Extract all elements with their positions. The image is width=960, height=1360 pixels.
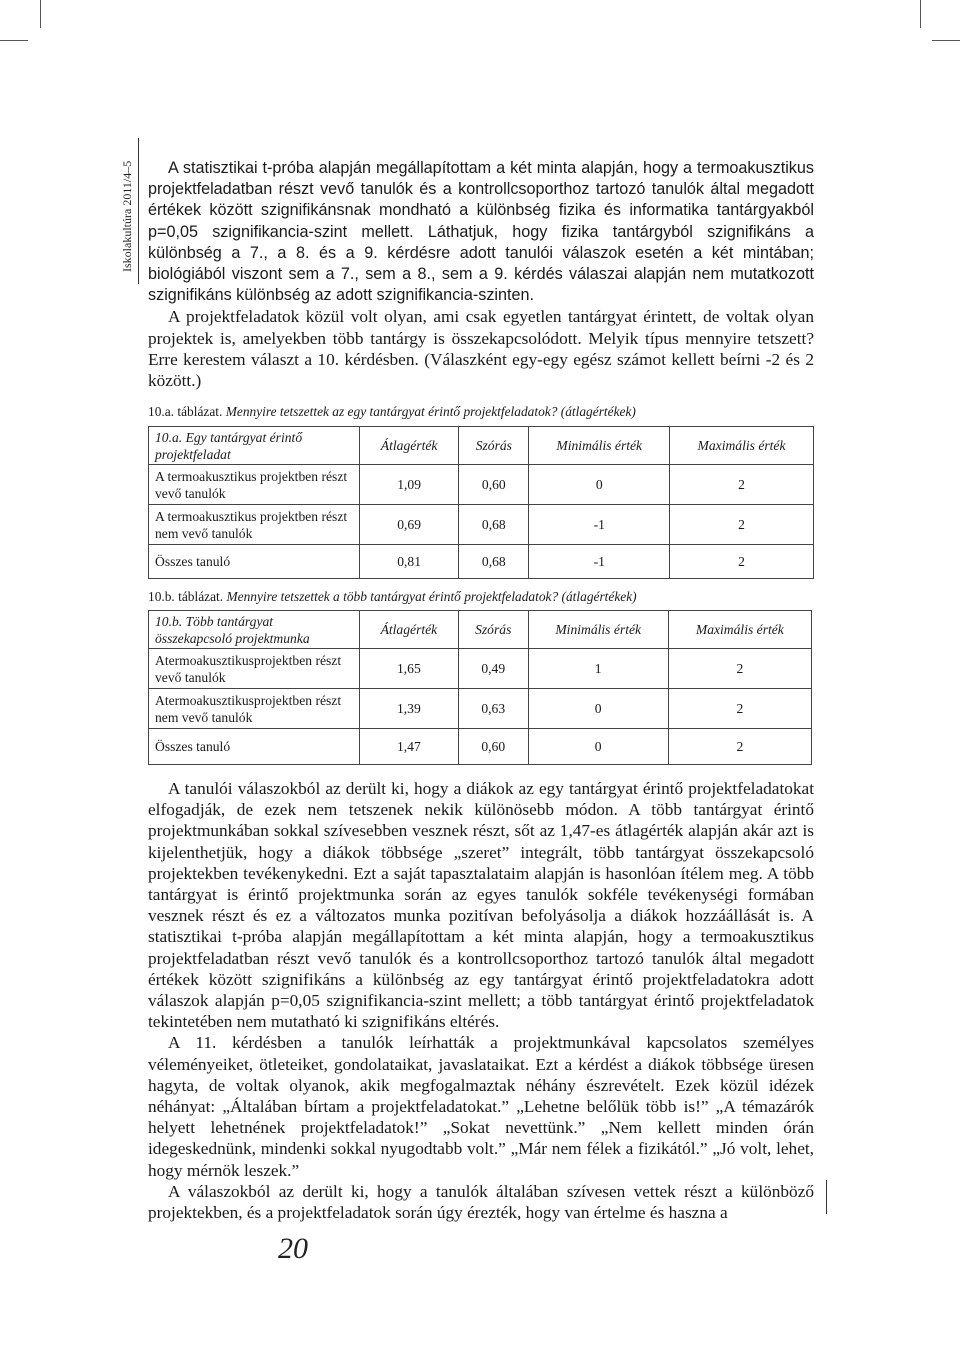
table-row bbox=[149, 545, 814, 579]
table-row bbox=[149, 465, 814, 505]
body-text-top bbox=[148, 158, 814, 391]
table-cell: 2 bbox=[668, 649, 811, 689]
table-cell: 0,60 bbox=[459, 465, 529, 505]
crop-mark-top-right bbox=[920, 0, 921, 28]
paragraph: A válaszokból az derült ki, hogy a tanulók általában szívesen vettek részt a különböző projektekben, és a projektfeladatok során úgy érezték, hogy van értelme és haszna a bbox=[148, 1181, 814, 1223]
table-cell: 0,69 bbox=[360, 505, 459, 545]
paragraph: A statisztikai t-próba alapján megállapítottam a két minta alapján, hogy a termoakusztikus projektfeladatban részt vevő tanulók és a kontrollcsoporthoz tartozó tanulók által megadott értékek között szignifikánsnak mondható a különbség fizika és informatika tantárgyakból p=0,05 szignifikancia-szint mellett. Láthatjuk, hogy fizika tantárgyból szignifikáns a különbség a 7., a 8. és a 9. kérdésre adott tanulói válaszok esetén a két mintában; biológiából viszont sem a 7., sem a 8., sem a 9. kérdés válaszai alapján nem mutatkozott szignifikáns különbség az adott szignifikancia-szinten. bbox=[148, 159, 814, 305]
table-header-cell: Átlagérték bbox=[360, 611, 459, 649]
table-cell: 2 bbox=[670, 545, 814, 579]
margin-rule bbox=[138, 138, 139, 284]
table-header-cell: Maximális érték bbox=[670, 427, 814, 465]
table-cell: 1,09 bbox=[360, 465, 459, 505]
table-cell: 2 bbox=[670, 465, 814, 505]
paragraph: A projektfeladatok közül volt olyan, ami csak egyetlen tantárgyat érintett, de voltak olyan projektek is, amelyekben több tantárgy is összekapcsolódott. Melyik típus mennyire tetszett? Erre kerestem választ a 10. kérdésben. (Válaszként egy-egy egész számot kellett beírni -2 és 2 között.) bbox=[148, 307, 814, 391]
table-cell: -1 bbox=[529, 545, 670, 579]
table-cell: 0,63 bbox=[458, 689, 528, 729]
table-header-cell: Átlagérték bbox=[360, 427, 459, 465]
table-cell: Összes tanuló bbox=[149, 545, 360, 579]
table-cell: 1 bbox=[528, 649, 668, 689]
table-cell: 0 bbox=[528, 689, 668, 729]
table-cell: Atermoakusztikusprojektben részt vevő tanulók bbox=[149, 649, 360, 689]
table-a bbox=[148, 426, 814, 579]
table-cell: 0,60 bbox=[458, 729, 528, 765]
table-header-cell: 10.a. Egy tantárgyat érintő projektfeladat bbox=[149, 427, 360, 465]
table-row bbox=[149, 649, 812, 689]
table-row bbox=[149, 729, 812, 765]
paragraph: A 11. kérdésben a tanulók leírhatták a projektmunkával kapcsolatos személyes véleményeiket, ötleteiket, gondolataikat, javaslataikat. Ezt a kérdést a diákok többsége üresen hagyta, de voltak olyanok, akik megfogalmaztak néhány észrevételt. Ezek közül idézek néhányat: „Általában bírtam a projektfeladatokat.” „Lehetne belőlük több is!” „A témazárók helyett lehetnének projektfeladatok!” „Sokat nevettünk.” „Nem kellett minden órán idegeskednünk, mindenki sokkal nyugodtabb volt.” „Már nem félek a fizikától.” „Jó volt, lehet, hogy mérnök leszek.” bbox=[148, 1033, 814, 1180]
table-a-caption-text: Mennyire tetszettek az egy tantárgyat érintő projektfeladatok? (átlagértékek) bbox=[225, 404, 636, 419]
table-cell: 1,47 bbox=[360, 729, 459, 765]
table-header-cell: Maximális érték bbox=[668, 611, 811, 649]
table-cell: Atermoakusztikusprojektben részt nem vevő tanulók bbox=[149, 689, 360, 729]
table-cell: 1,65 bbox=[360, 649, 459, 689]
table-cell: 2 bbox=[670, 505, 814, 545]
table-header-row bbox=[149, 611, 812, 649]
table-header-cell: Minimális érték bbox=[529, 427, 670, 465]
table-header-cell: Szórás bbox=[459, 427, 529, 465]
table-cell: A termoakusztikus projektben részt vevő tanulók bbox=[149, 465, 360, 505]
crop-mark-top-right-h bbox=[932, 40, 960, 41]
crop-mark-top-left bbox=[40, 0, 41, 28]
table-cell: 0 bbox=[528, 729, 668, 765]
table-cell: 0 bbox=[529, 465, 670, 505]
table-cell: 0,68 bbox=[459, 505, 529, 545]
crop-mark-top-left-h bbox=[0, 40, 28, 41]
table-cell: Összes tanuló bbox=[149, 729, 360, 765]
table-header-row bbox=[149, 427, 814, 465]
table-cell: A termoakusztikus projektben részt nem vevő tanulók bbox=[149, 505, 360, 545]
table-b-caption bbox=[148, 589, 637, 605]
table-cell: 2 bbox=[668, 729, 811, 765]
table-cell: -1 bbox=[529, 505, 670, 545]
table-a-caption bbox=[148, 404, 636, 420]
page-number: 20 bbox=[278, 1232, 308, 1265]
table-cell: 1,39 bbox=[360, 689, 459, 729]
table-cell: 0,68 bbox=[459, 545, 529, 579]
table-header-cell: Minimális érték bbox=[528, 611, 668, 649]
table-row bbox=[149, 505, 814, 545]
table-a-caption-prefix: 10.a. táblázat. bbox=[148, 404, 223, 419]
table-cell: 0,49 bbox=[458, 649, 528, 689]
paragraph: A tanulói válaszokból az derült ki, hogy a diákok az egy tantárgyat érintő projektfeladatokat elfogadják, de ezek nem tetszenek nekik különösebb módon. A több tantárgyat érintő projektmunkában sokkal szívesebben vesznek részt, sőt az 1,47-es átlagérték alapján akár azt is kijelenthetjük, hogy a diákok többsége „szeret” integrált, több tantárgyat összekapcsoló projektekben tevékenykedni. Ezt a saját tapasztalataim alapján is hasonlóan ítélem meg. A több tantárgyat is érintő projektmunka során az egyes tanulók sokféle tevékenységi formában vesznek részt és ez a változatos munka pozitívan befolyásolja a diákok hozzáállását is. A statisztikai t-próba alapján megállapítottam a két minta alapján, hogy a termoakusztikus projektfeladatban részt vevő tanulók és a kontrollcsoporthoz tartozó tanulók által megadott értékek között szignifikáns a különbség az egy tantárgyat érintő projektfeladatokra adott válaszok alapján p=0,05 szignifikancia-szint mellett; a több tantárgyat érintő projektfeladatok tekintetében nem mutatható ki szignifikáns eltérés. bbox=[148, 779, 814, 1032]
table-cell: 2 bbox=[668, 689, 811, 729]
table-header-cell: 10.b. Több tantárgyat összekapcsoló projektmunka bbox=[149, 611, 360, 649]
margin-rule-bottom bbox=[826, 1180, 827, 1214]
table-b-caption-prefix: 10.b. táblázat. bbox=[148, 589, 224, 604]
table-row bbox=[149, 689, 812, 729]
table-b-caption-text: Mennyire tetszettek a több tantárgyat érintő projektfeladatok? (átlagértékek) bbox=[226, 589, 637, 604]
table-header-cell: Szórás bbox=[458, 611, 528, 649]
table-cell: 0,81 bbox=[360, 545, 459, 579]
table-b bbox=[148, 610, 812, 765]
running-head: Iskolakultúra 2011/4–5 bbox=[120, 160, 134, 272]
body-text-bottom bbox=[148, 778, 814, 1223]
